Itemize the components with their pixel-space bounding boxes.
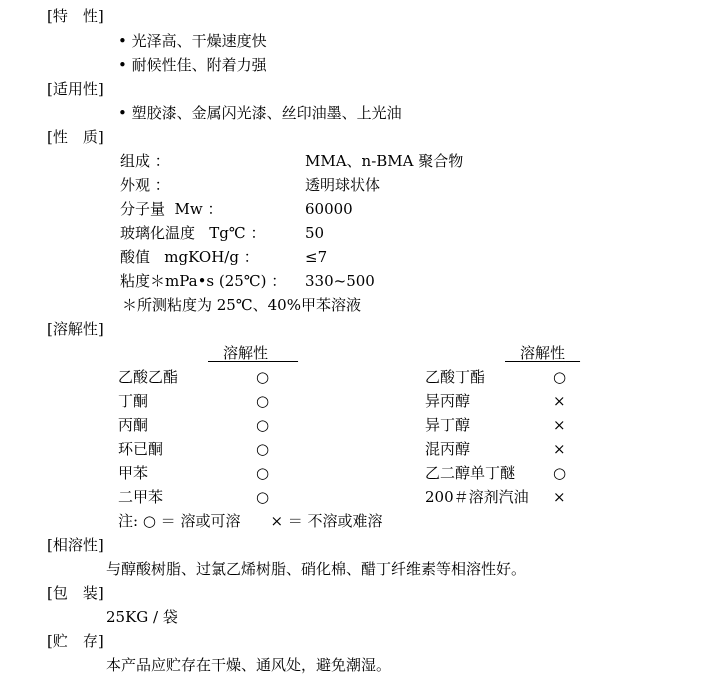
- solvent-name: 200＃溶剂汽油: [425, 488, 529, 506]
- viscosity-note: ＊所测粘度为 25℃、40%甲苯溶液: [122, 296, 361, 314]
- feature-bullet: • 耐候性佳、附着力强: [118, 56, 267, 74]
- property-label: 分子量 Mw ：: [120, 200, 223, 218]
- property-value: ≤7: [305, 248, 328, 266]
- section-heading-storage: [贮 存]: [47, 632, 104, 650]
- solubility-mark: ○: [553, 464, 567, 482]
- section-heading-applications: [适用性]: [47, 80, 104, 98]
- property-label: 粘度＊mPa•s (25℃) ：: [120, 272, 287, 290]
- section-heading-compatibility: [相溶性]: [47, 536, 104, 554]
- solvent-name: 二甲苯: [118, 488, 164, 506]
- property-value: 透明球状体: [305, 176, 381, 194]
- property-label: 组成 ：: [120, 152, 170, 170]
- solvent-name: 混丙醇: [425, 440, 471, 458]
- property-label: 酸值 mgKOH/g ：: [120, 248, 259, 266]
- solubility-mark: ○: [256, 440, 270, 458]
- property-value: MMA、n-BMA 聚合物: [305, 152, 464, 170]
- section-heading-packaging: [包 装]: [47, 584, 104, 602]
- solvent-name: 乙酸丁酯: [425, 368, 486, 386]
- property-label: 外观 ：: [120, 176, 170, 194]
- solvent-name: 丁酮: [118, 392, 149, 410]
- compatibility-text: 与醇酸树脂、过氯乙烯树脂、硝化棉、醋丁纤维素等相溶性好。: [106, 560, 527, 578]
- property-value: 50: [305, 224, 325, 242]
- packaging-text: 25KG / 袋: [106, 608, 178, 626]
- property-value: 60000: [305, 200, 353, 218]
- solubility-column-header-right: [505, 346, 580, 361]
- solubility-mark: ○: [256, 416, 270, 434]
- solvent-name: 环已酮: [118, 440, 164, 458]
- solubility-legend: 注: ○ ＝ 溶或可溶 × ＝ 不溶或难溶: [118, 512, 383, 530]
- feature-bullet: • 光泽高、干燥速度快: [118, 32, 267, 50]
- section-heading-properties: [性 质]: [47, 128, 104, 146]
- solubility-column-header-text: 溶解性: [223, 344, 269, 362]
- solubility-column-header-text: 溶解性: [520, 344, 566, 362]
- solubility-mark: ×: [553, 416, 566, 434]
- application-bullet: • 塑胶漆、金属闪光漆、丝印油墨、上光油: [118, 104, 402, 122]
- solvent-name: 异丙醇: [425, 392, 471, 410]
- solvent-name: 乙酸乙酯: [118, 368, 179, 386]
- solvent-name: 乙二醇单丁醚: [425, 464, 516, 482]
- storage-text: 本产品应贮存在干燥、通风处，避免潮湿。: [106, 656, 392, 674]
- solvent-name: 丙酮: [118, 416, 149, 434]
- solubility-mark: ○: [256, 488, 270, 506]
- section-heading-features: [特 性]: [47, 7, 104, 25]
- property-value: 330~500: [305, 272, 375, 290]
- solubility-mark: ○: [256, 392, 270, 410]
- property-label: 玻璃化温度 Tg℃ ：: [120, 224, 266, 242]
- solubility-mark: ×: [553, 488, 566, 506]
- solubility-column-header-left: [208, 346, 298, 361]
- solubility-mark: ○: [256, 464, 270, 482]
- solubility-mark: ○: [256, 368, 270, 386]
- solubility-mark: ×: [553, 392, 566, 410]
- solubility-mark: ○: [553, 368, 567, 386]
- solubility-mark: ×: [553, 440, 566, 458]
- solvent-name: 异丁醇: [425, 416, 471, 434]
- solvent-name: 甲苯: [118, 464, 149, 482]
- section-heading-solubility: [溶解性]: [47, 320, 104, 338]
